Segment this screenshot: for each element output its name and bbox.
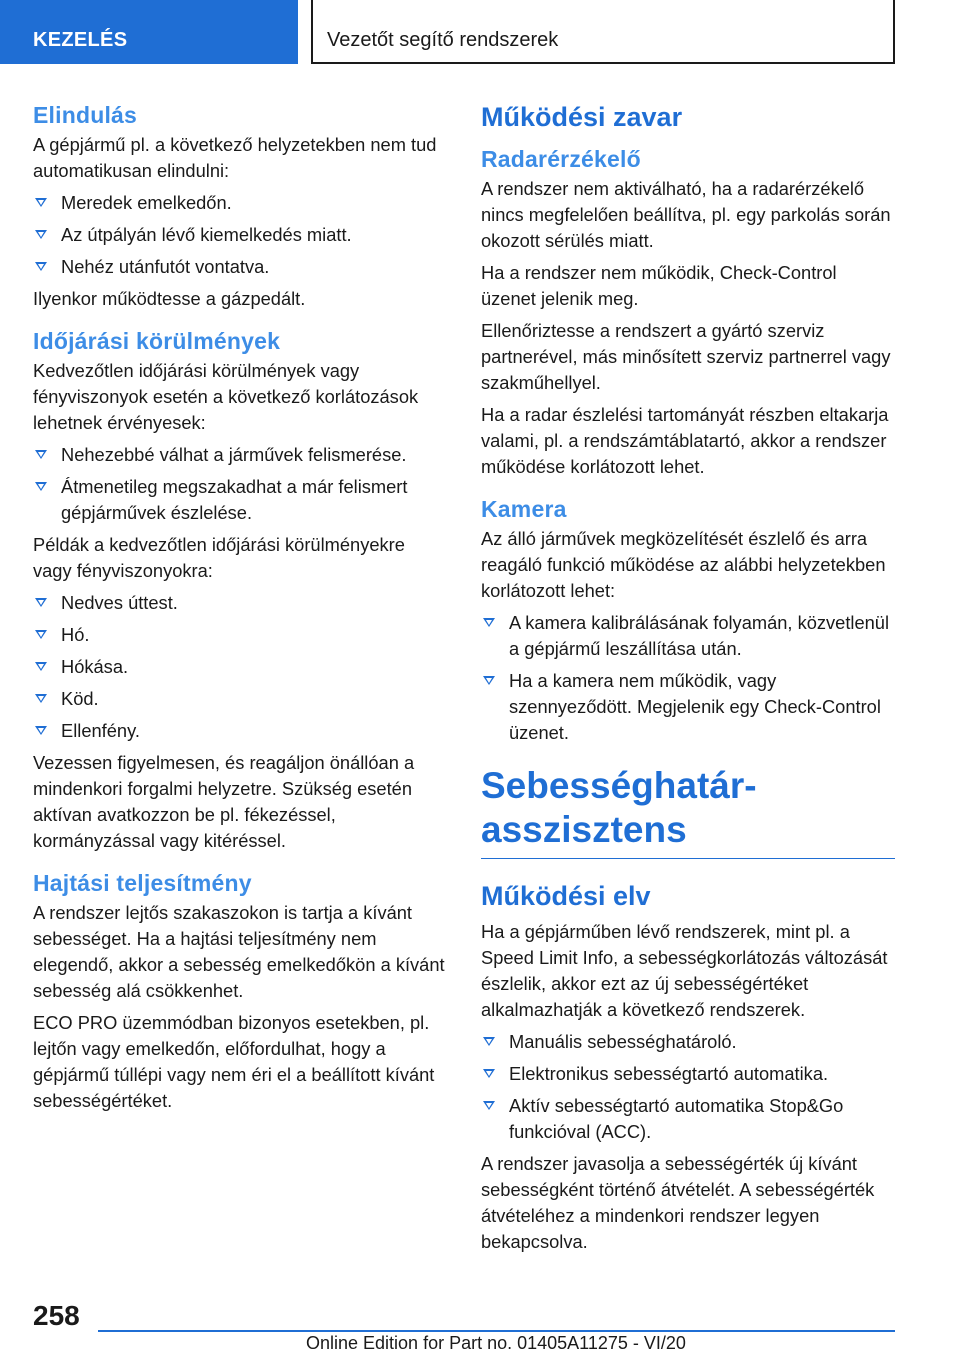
paragraph: Az álló járművek megközelítését észlelő és arra reagáló funkció működése az alábbi helyzetekben korlátozott lehet: (481, 528, 886, 601)
paragraph: Ellenőriztesse a rendszert a gyártó szerviz partnerével, más minősített szerviz partnerrel vagy szakműhellyel. (481, 320, 891, 393)
paragraph: Példák a kedvezőtlen időjárási körülményekre vagy fényviszonyokra: (33, 534, 405, 581)
bullet-list (33, 190, 447, 280)
heading-mukodesi-zavar: Működési zavar (481, 102, 683, 132)
list-item: Átmenetileg megszakadhat a már felismert gépjárművek észlelése. (33, 474, 447, 526)
paragraph: A rendszer javasolja a sebességérték új kívánt sebességként történő átvételét. A sebességérték átvételéhez a mindenkori rendszer legyen bekapcsolva. (481, 1153, 875, 1252)
footer-divider (98, 1330, 895, 1332)
triangle-bullet-icon (35, 198, 47, 207)
triangle-bullet-icon (483, 1037, 495, 1046)
chapter-title: Vezetőt segítő rendszerek (311, 0, 895, 64)
list-item: Köd. (33, 686, 447, 712)
page-header (0, 0, 960, 66)
triangle-bullet-icon (35, 630, 47, 639)
section-zavar (481, 100, 895, 746)
triangle-bullet-icon (483, 1069, 495, 1078)
list-item: Ha a kamera nem működik, vagy szennyeződött. Megjelenik egy Check-Control üzenet. (481, 668, 895, 746)
heading-elindulas: Elindulás (33, 102, 138, 128)
triangle-bullet-icon (35, 482, 47, 491)
triangle-bullet-icon (35, 262, 47, 271)
section-asszisztens (481, 764, 895, 1255)
list-item: Elektronikus sebességtartó automatika. (481, 1061, 895, 1087)
list-item: Hókása. (33, 654, 447, 680)
list-item: Az útpályán lévő kiemelkedés miatt. (33, 222, 447, 248)
list-item: Nehéz utánfutót vontatva. (33, 254, 447, 280)
bullet-list (481, 1029, 895, 1145)
paragraph: A rendszer nem aktiválható, ha a radarérzékelő nincs megfelelően beállítva, pl. egy parkolás során okozott sérülés miatt. (481, 178, 891, 251)
list-item: Meredek emelkedőn. (33, 190, 447, 216)
heading-idojaras: Időjárási körülmények (33, 328, 281, 354)
triangle-bullet-icon (35, 662, 47, 671)
heading-kamera: Kamera (481, 496, 567, 522)
list-item: Nehezebbé válhat a járművek felismerése. (33, 442, 447, 468)
triangle-bullet-icon (35, 726, 47, 735)
bullet-list (33, 442, 447, 526)
section-label: KEZELÉS (0, 0, 298, 64)
paragraph: Ha a rendszer nem működik, Check-Control üzenet jelenik meg. (481, 262, 837, 309)
list-item: A kamera kalibrálásának folyamán, közvetlenül a gépjármű leszállítása után. (481, 610, 895, 662)
right-column (481, 100, 895, 1261)
left-column (33, 100, 447, 1120)
triangle-bullet-icon (35, 694, 47, 703)
triangle-bullet-icon (483, 1101, 495, 1110)
triangle-bullet-icon (35, 230, 47, 239)
paragraph: Ha a gépjárműben lévő rendszerek, mint pl. a Speed Limit Info, a sebességkorlátozás változását észlelik, akkor ezt az új sebességértéket alkalmazhatják a következő rendszerek. (481, 921, 888, 1020)
page-number: 258 (33, 1300, 80, 1331)
triangle-bullet-icon (483, 676, 495, 685)
paragraph: Ilyenkor működtesse a gázpedált. (33, 288, 306, 309)
list-item: Aktív sebességtartó automatika Stop&Go funkcióval (ACC). (481, 1093, 895, 1145)
chapter-heading: Sebességhatár-asszisztens (481, 764, 895, 859)
section-elindulas (33, 100, 447, 312)
list-item: Nedves úttest. (33, 590, 447, 616)
paragraph: Vezessen figyelmesen, és reagáljon önállóan a mindenkori forgalmi helyzetre. Szükség esetén aktívan avatkozzon be pl. fékezéssel, kormányzással vagy kitéréssel. (33, 752, 415, 851)
paragraph: ECO PRO üzemmódban bizonyos esetekben, pl. lejtőn vagy emelkedőn, előfordulhat, hogy a gépjármű túllépi vagy nem éri el a beállított kívánt sebességértéket. (33, 1012, 435, 1111)
paragraph: Kedvezőtlen időjárási körülmények vagy fényviszonyok esetén a következő korlátozások lehetnek érvényesek: (33, 360, 419, 433)
footer-edition: Online Edition for Part no. 01405A11275 - VI/20 (306, 1333, 686, 1353)
heading-hajtasi: Hajtási teljesítmény (33, 870, 252, 896)
paragraph: Ha a radar észlelési tartományát részben eltakarja valami, pl. a rendszámtáblatartó, akkor a rendszer működése korlátozott lehet. (481, 404, 889, 477)
triangle-bullet-icon (483, 618, 495, 627)
list-item: Ellenfény. (33, 718, 447, 744)
paragraph: A gépjármű pl. a következő helyzetekben nem tud automatikusan elindulni: (33, 134, 437, 181)
triangle-bullet-icon (35, 598, 47, 607)
paragraph: A rendszer lejtős szakaszokon is tartja a kívánt sebességet. Ha a hajtási teljesítmény nem elegendő, akkor a sebesség emelkedőkön a kívánt sebesség alá csökkenhet. (33, 902, 445, 1001)
list-item: Hó. (33, 622, 447, 648)
bullet-list (33, 590, 447, 744)
section-hajtasi (33, 868, 447, 1114)
heading-radar: Radarérzékelő (481, 146, 641, 172)
list-item: Manuális sebességhatároló. (481, 1029, 895, 1055)
section-idojaras (33, 326, 447, 854)
bullet-list (481, 610, 895, 746)
triangle-bullet-icon (35, 450, 47, 459)
heading-mukodesi-elv: Működési elv (481, 881, 651, 911)
